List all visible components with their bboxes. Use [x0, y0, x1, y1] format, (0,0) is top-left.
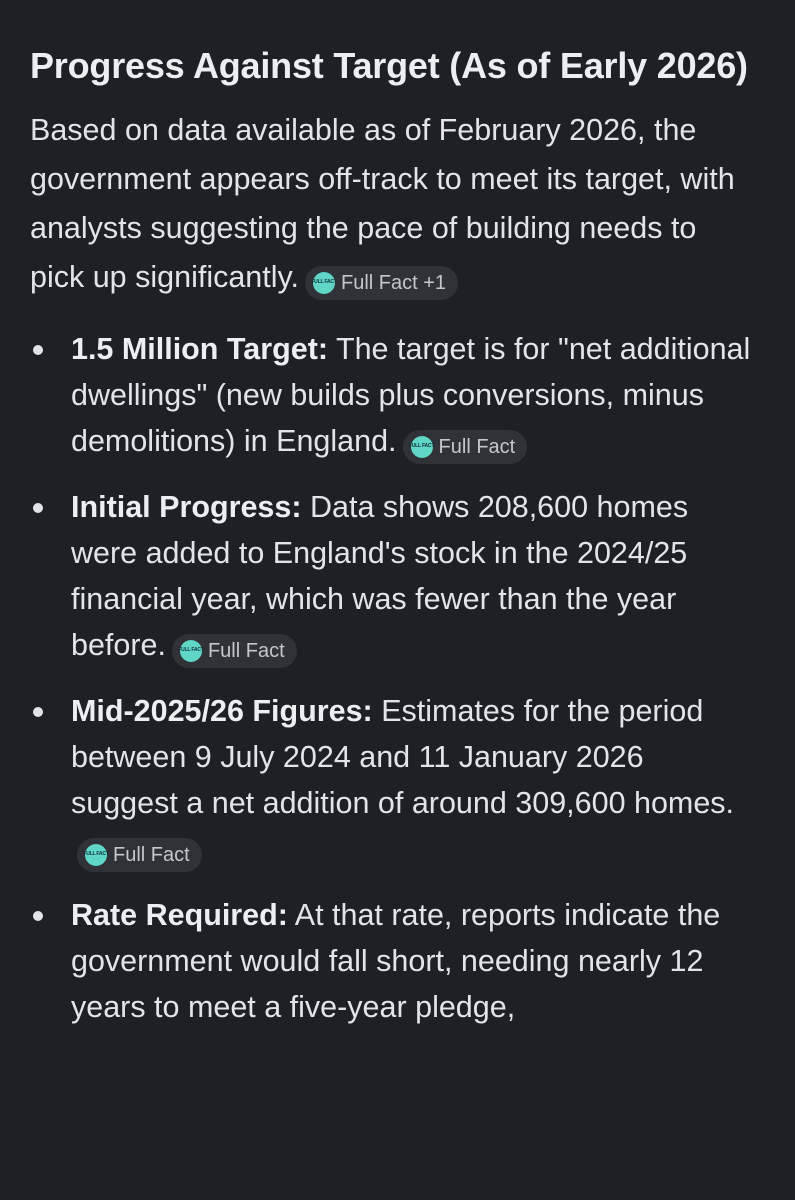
- source-chip-label: Full Fact: [113, 843, 190, 866]
- source-chip-label: Full Fact: [207, 639, 285, 662]
- source-chip[interactable]: [172, 634, 297, 668]
- list-item: [30, 892, 755, 1030]
- bullet-title: Mid-2025/26 Figures:: [71, 694, 373, 728]
- section-heading: Progress Against Target (As of Early 2026): [30, 45, 748, 86]
- bullet-title: Initial Progress:: [71, 490, 302, 524]
- source-chip[interactable]: [403, 430, 528, 464]
- intro-paragraph: [30, 106, 755, 302]
- bullet-dot: [33, 503, 43, 513]
- full-fact-logo-icon: FULL FACT: [85, 844, 107, 866]
- source-chip-label: Full Fact +1: [340, 271, 447, 294]
- bullet-title: 1.5 Million Target:: [71, 332, 329, 366]
- bullet-text: At that rate, reports indicate the government would fall short, needing nearly 12 years to meet a five-year pledge,: [71, 898, 721, 1024]
- bullet-list: [30, 326, 755, 1030]
- list-item: [30, 688, 755, 872]
- source-chip[interactable]: [305, 266, 458, 300]
- list-item: [30, 326, 755, 464]
- full-fact-logo-icon: FULL FACT: [411, 436, 433, 458]
- bullet-dot: [33, 345, 43, 355]
- intro-text: Based on data available as of February 2026, the government appears off-track to meet its target, with analysts suggesting the pace of building needs to pick up significantly.: [30, 113, 735, 294]
- bullet-dot: [33, 911, 43, 921]
- full-fact-logo-icon: FULL FACT: [313, 272, 335, 294]
- bullet-dot: [33, 707, 43, 717]
- bullet-text: The target is for "net additional dwellings" (new builds plus conversions, minus demolitions) in England.: [71, 332, 751, 458]
- full-fact-logo-icon: FULL FACT: [180, 640, 202, 662]
- list-item: [30, 484, 755, 668]
- bullet-text: Data shows 208,600 homes were added to England's stock in the 2024/25 financial year, which was fewer than the year before.: [71, 490, 689, 662]
- source-chip[interactable]: [77, 838, 202, 872]
- bullet-title: Rate Required:: [71, 898, 288, 932]
- source-chip-label: Full Fact: [438, 435, 516, 458]
- bullet-text: Estimates for the period between 9 July 2024 and 11 January 2026 suggest a net addition of around 309,600 homes.: [71, 694, 735, 820]
